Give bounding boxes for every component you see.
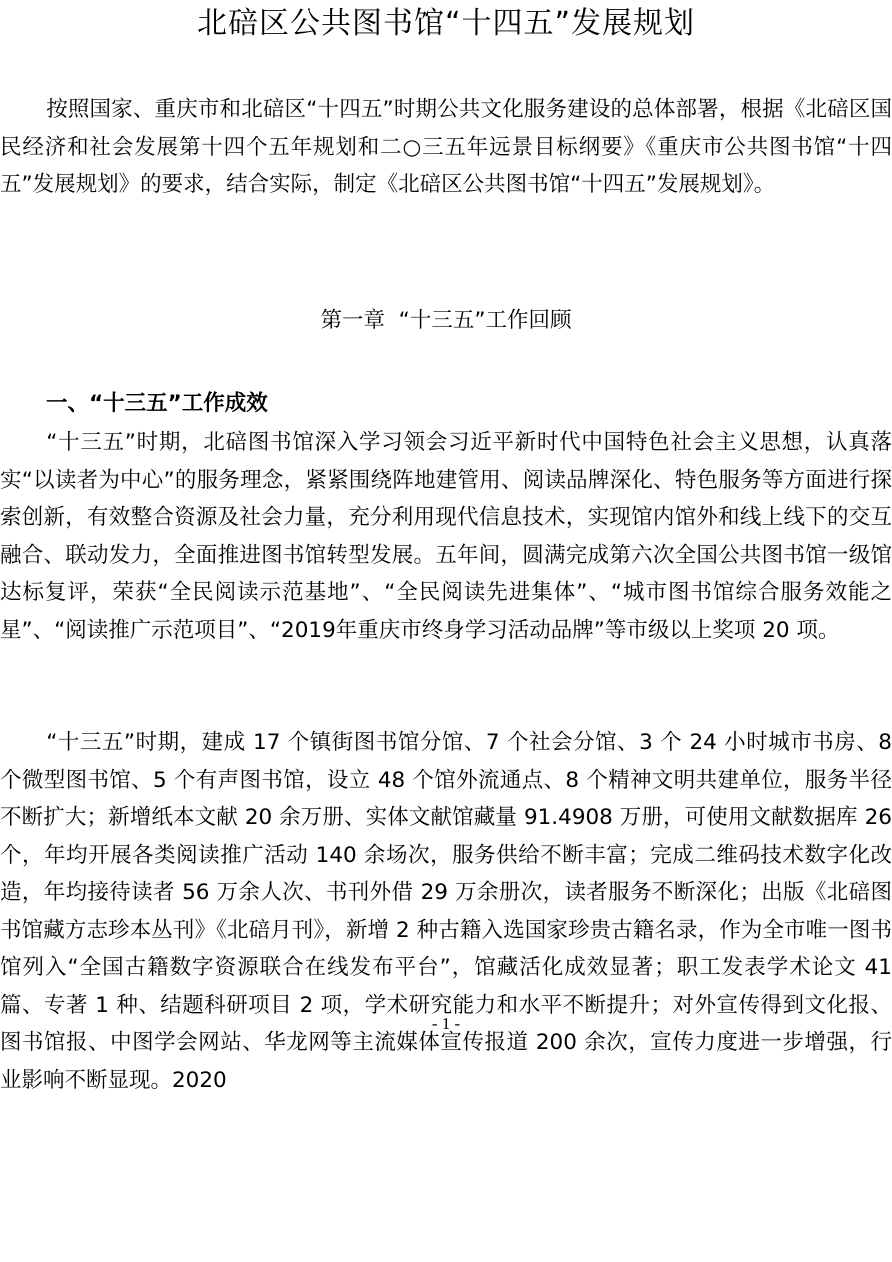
- document-title: 北碚区公共图书馆“十四五”发展规划: [196, 6, 696, 41]
- body-paragraph-2: “十三五”时期，建成 17 个镇街图书馆分馆、7 个社会分馆、3 个 24 小时城市书房、8 个微型图书馆、5 个有声图书馆，设立 48 个馆外流通点、8 个精神文明共建单位，服务半径不断扩大；新增纸本文献 20 余万册、实体文献馆藏量 91.4908 万册，可使用文献数据库 26 个，年均开展各类阅读推广活动 140 余场次，服务供给不断丰富；完成二维码技术数字化改造，年均接待读者 56 万余人次、书刊外借 29 万余册次，读者服务不断深化；出版《北碚图书馆藏方志珍本丛刊》《北碚月刊》，新增 2 种古籍入选国家珍贵古籍名录，作为全市唯一图书馆列入“全国古籍数字资源联合在线发布平台”，馆藏活化成效显著；职工发表学术论文 41 篇、专著 1 种、结题科研项目 2 项，学术研究能力和水平不断提升；对外宣传得到文化报、图书馆报、中图学会网站、华龙网等主流媒体宣传报道 200 余次，宣传力度进一步增强，行业影响不断显现。2020: [0, 730, 892, 1093]
- body-paragraph-1: “十三五”时期，北碚图书馆深入学习领会习近平新时代中国特色社会主义思想，认真落实“以读者为中心”的服务理念，紧紧围绕阵地建管用、阅读品牌深化、特色服务等方面进行探索创新，有效整合资源及社会力量，充分利用现代信息技术，实现馆内馆外和线上线下的交互融合、联动发力，全面推进图书馆转型发展。五年间，圆满完成第六次全国公共图书馆一级馆达标复评，荣获“全民阅读示范基地”、“全民阅读先进集体”、“城市图书馆综合服务效能之星”、“阅读推广示范项目”、“2019年重庆市终身学习活动品牌”等市级以上奖项 20 项。: [0, 430, 892, 643]
- page-number: - 1 -: [431, 1014, 461, 1033]
- chapter-heading: 第一章 “十三五”工作回顾: [320, 308, 572, 333]
- intro-paragraph: 按照国家、重庆市和北碚区“十四五”时期公共文化服务建设的总体部署，根据《北碚区国民经济和社会发展第十四个五年规划和二○三五年远景目标纲要》《重庆市公共图书馆“十四五”发展规划》的要求，结合实际，制定《北碚区公共图书馆“十四五”发展规划》。: [0, 97, 892, 197]
- section-heading: 一、“十三五”工作成效: [46, 391, 268, 416]
